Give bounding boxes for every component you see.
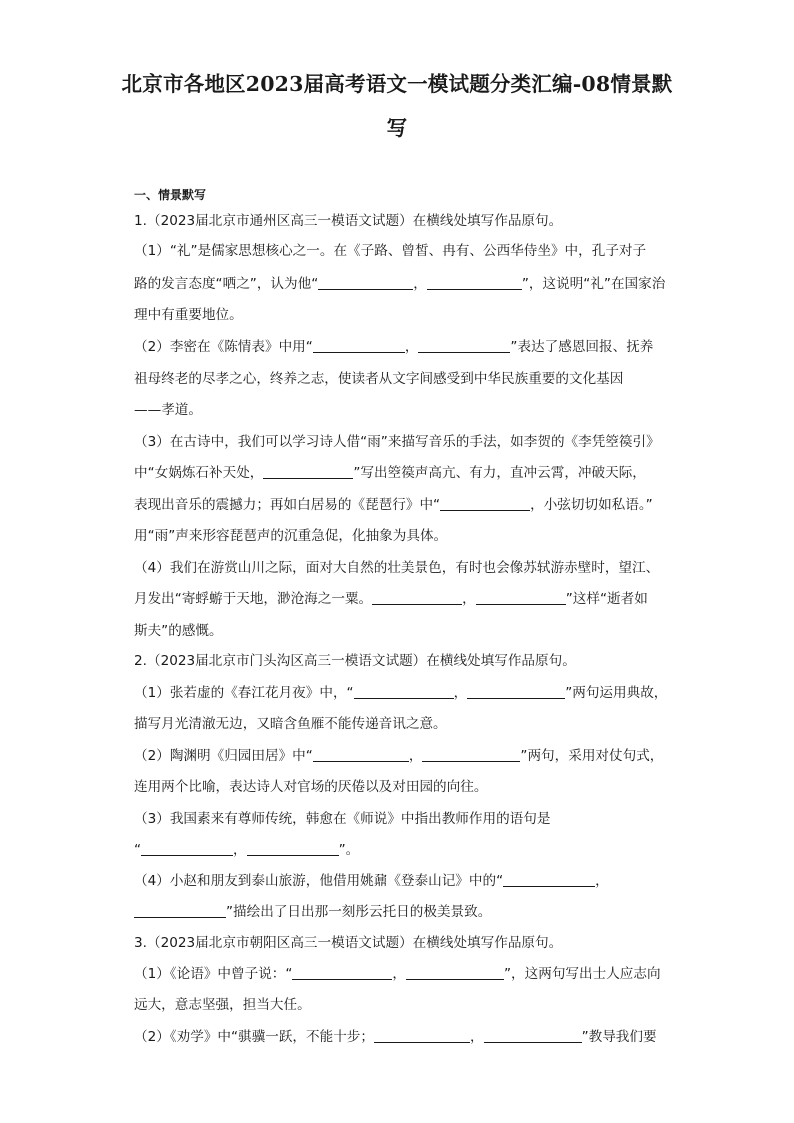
q1-item2-line3: ——孝道。 — [134, 402, 202, 418]
q2-item3-line2: “ ， ”。 — [134, 842, 360, 858]
answer-blank[interactable] — [484, 1028, 582, 1043]
q2-item1-line1: （1）张若虚的《春江花月夜》中，“ ， ”两句运用典故， — [134, 685, 668, 701]
question-3-heading: 3.（2023届北京市朝阳区高三一模语文试题）在横线处填写作品原句。 — [134, 935, 563, 951]
q2-item4-line2: ”描绘出了日出那一刻彤云托日的极美景致。 — [134, 902, 491, 922]
answer-blank[interactable] — [141, 841, 233, 856]
q2-item1-line2: 描写月光清澈无边，又暗含鱼雁不能传递音讯之意。 — [134, 716, 447, 732]
answer-blank[interactable] — [263, 464, 353, 479]
q3-item2-line1: （2）《劝学》中“骐骥一跃，不能十步； ， ”教导我们要 — [134, 1029, 657, 1045]
question-2-heading: 2.（2023届北京市门头沟区高三一模语文试题）在横线处填写作品原句。 — [134, 653, 576, 669]
answer-blank[interactable] — [374, 1028, 470, 1043]
q1-item3-line2: 中“女娲炼石补天处， ”写出箜篌声高亢、有力，直冲云霄，冲破天际， — [134, 465, 646, 481]
answer-blank[interactable] — [313, 747, 409, 762]
page-title — [100, 62, 694, 150]
q2-item2-line2: 连用两个比喻，表达诗人对官场的厌倦以及对田园的向往。 — [134, 779, 488, 795]
answer-blank[interactable] — [406, 965, 504, 980]
title-line-2: 写 — [386, 116, 408, 140]
q1-item3-line4: 用“雨”声来形容琵琶声的沉重急促，化抽象为具体。 — [134, 528, 448, 544]
answer-blank[interactable] — [467, 684, 565, 699]
q2-item2-line1: （2）陶渊明《归园田居》中“ ， ”两句，采用对仗句式， — [134, 748, 664, 764]
q1-item1-line3: 理中有重要地位。 — [134, 307, 243, 323]
answer-blank[interactable] — [427, 275, 522, 290]
answer-blank[interactable] — [354, 684, 454, 699]
q1-item3-line3: 表现出音乐的震撼力；再如白居易的《琵琶行》中“ ，小弦切切如私语。” — [134, 497, 653, 513]
answer-blank[interactable] — [292, 965, 392, 980]
q1-item4-line2: 月发出“寄蜉蝣于天地，渺沧海之一粟。 ， ”这样“逝者如 — [134, 591, 648, 607]
answer-blank[interactable] — [247, 841, 339, 856]
q1-item2-line1: （2）李密在《陈情表》中用“ ， ”表达了感恩回报、抚养 — [134, 339, 654, 355]
answer-blank[interactable] — [476, 590, 566, 605]
question-1-heading: 1.（2023届北京市通州区高三一模语文试题）在横线处填写作品原句。 — [134, 213, 563, 229]
q1-item3-line1: （3）在古诗中，我们可以学习诗人借“雨”来描写音乐的手法，如李贺的《李凭箜篌引》 — [134, 434, 660, 450]
title-line-1: 北京市各地区2023届高考语文一模试题分类汇编-08情景默 — [121, 72, 673, 96]
q3-item1-line2: 远大，意志坚强，担当大任。 — [134, 997, 311, 1013]
q1-item2-line2: 祖母终老的尽孝之心，终养之志，使读者从文字间感受到中华民族重要的文化基因 — [134, 371, 624, 387]
q1-item1-line1: （1）“礼”是儒家思想核心之一。在《子路、曾皙、冉有、公西华侍坐》中，孔子对子 — [134, 243, 647, 259]
answer-blank[interactable] — [422, 747, 520, 762]
answer-blank[interactable] — [503, 872, 595, 887]
answer-blank[interactable] — [134, 903, 226, 918]
q1-item4-line1: （4）我们在游赏山川之际，面对大自然的壮美景色，有时也会像苏轼游赤壁时，望江、 — [134, 560, 660, 576]
q1-item1-line2: 路的发言态度“哂之”，认为他“ ， ”，这说明“礼”在国家治 — [134, 276, 666, 292]
answer-blank[interactable] — [313, 338, 405, 353]
q1-item4-line3: 斯夫”的感慨。 — [134, 623, 223, 639]
q3-item1-line1: （1）《论语》中曾子说：“ ， ”，这两句写出士人应志向 — [134, 966, 661, 982]
answer-blank[interactable] — [318, 275, 413, 290]
q2-item4-line1: （4）小赵和朋友到泰山旅游，他借用姚鼐《登泰山记》中的“ ， — [134, 873, 609, 889]
section-heading: 一、情景默写 — [134, 188, 207, 202]
answer-blank[interactable] — [418, 338, 510, 353]
answer-blank[interactable] — [372, 590, 462, 605]
q2-item3-line1: （3）我国素来有尊师传统，韩愈在《师说》中指出教师作用的语句是 — [134, 811, 551, 827]
answer-blank[interactable] — [440, 496, 530, 511]
